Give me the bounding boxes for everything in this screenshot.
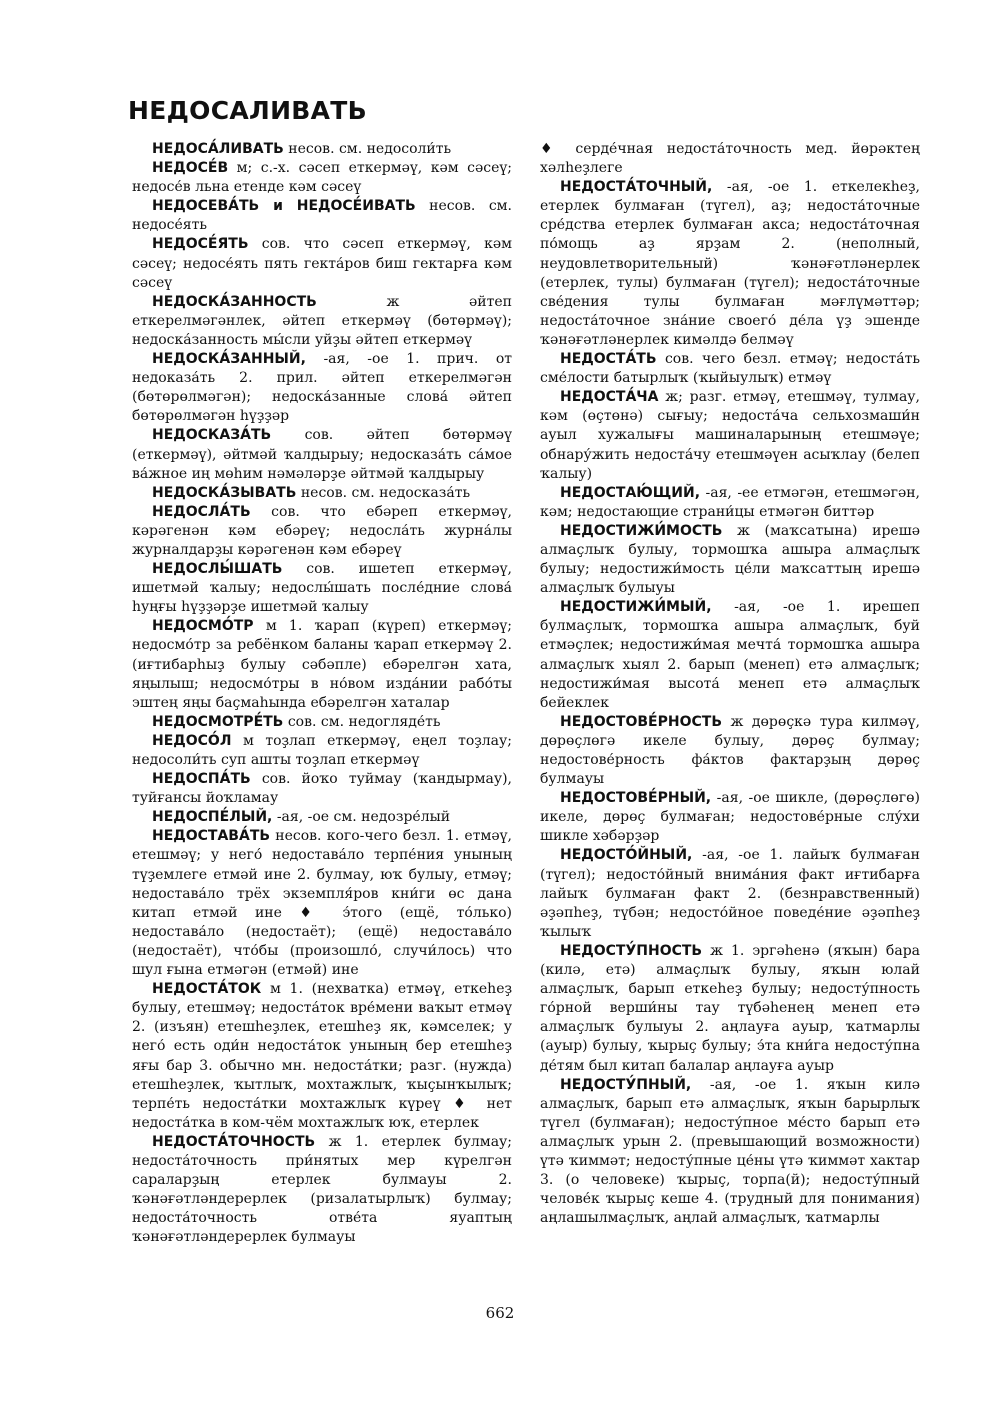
entry-headword: НЕДОСЕ́ЯТЬ xyxy=(152,236,249,253)
dictionary-entry xyxy=(540,484,920,522)
entry-headword: НЕДОСТУ́ПНЫЙ, xyxy=(560,1076,692,1093)
entry-definition: -ая, -ое шикле, (дөрөҫлөгө) икеле, дөрөҫ булмаған; недостове́рные слу́хи шикле хәбәрҙәр xyxy=(540,790,921,845)
entry-definition: ж 1. эргәһенә (яҡын) бара (килә, етә) алмаҫлыҡ булыу, яҡын юлай алмаҫлыҡ, барып еткеһеҙ булыу; недосту́пность го́рной верши́ны тау түбәһенең менеп етә алмаҫлыҡ булыуы 2. аңлауға ауыр, ҡатмарлы (ауыр) булыу, ҡырыҫ булыу; э́та кни́га недосту́пна де́тям был китап балалар аңлауға ауыр xyxy=(540,942,920,1074)
entry-definition: ♦ серде́чная недоста́точность мед. йөрәктең хәлһеҙлеге xyxy=(540,141,920,177)
entry-definition: м 1. ҡарап (күреп) еткермәү; недосмо́тр за ребёнком баланы ҡарап еткермәү 2. (иғтибарһыҙ булыу сәбәпле) ебәрелгән хата, яңылыш; недосмо́тры в но́вом изда́нии рабо́ты эштең яңы баҫмаһында ебәрелгән хаталар xyxy=(132,618,512,711)
entry-definition: сов. см. недогляде́ть xyxy=(287,713,441,730)
entry-definition: ж 1. етерлек булмау; недоста́точность при́нятых мер күрелгән сараларҙың етерлек булмауы 2. ҡәнәғәтләндерерлек (ризалатырлыҡ) булмау; недоста́точность отве́та яуаптың ҡәнәғәтләндерерлек булмауы xyxy=(132,1133,512,1246)
dictionary-entry xyxy=(132,617,512,712)
entry-headword: НЕДОСТО́ЙНЫЙ, xyxy=(560,847,693,864)
left-column xyxy=(132,140,512,1247)
entry-headword: НЕДОСА́ЛИВАТЬ xyxy=(152,141,284,157)
entry-definition: -ая, -ое 1. лайыҡ булмаған (түгел); недосто́йный внима́ния факт иғтибарға лайыҡ булмаған факт 2. (безнравственный) әҙәпһеҙ, түбән; недосто́йное поведе́ние әҙәпһеҙ ҡылыҡ xyxy=(540,847,921,940)
entry-headword: НЕДОСПА́ТЬ xyxy=(152,771,251,788)
entry-definition: сов. что ебәреп еткермәү, кәрәгенән кәм ебәреү; недосла́ть журна́лы журналдарҙы кәрәгенән кәм ебәреү xyxy=(132,503,512,558)
entry-definition: м; с.-х. сәсеп еткермәү, кәм сәсеү; недосе́в льна етенде кәм сәсеү xyxy=(132,160,512,196)
entry-definition: -ая, -ое см. недозре́лый xyxy=(276,809,451,826)
dictionary-entry xyxy=(540,846,920,941)
dictionary-entry xyxy=(540,140,920,178)
dictionary-entry xyxy=(132,235,512,292)
entry-headword: НЕДОСО́Л xyxy=(152,732,232,749)
dictionary-entry xyxy=(540,713,920,789)
dictionary-entry xyxy=(132,426,512,483)
entry-definition: м тоҙлап еткермәү, еңел тоҙлау; недосоли́ть суп ашты тоҙлап еткермәү xyxy=(132,732,512,768)
entry-headword: НЕДОСКА́ЗЫВАТЬ xyxy=(152,484,297,501)
entry-headword: НЕДОСПЕ́ЛЫЙ, xyxy=(152,809,273,826)
dictionary-entry xyxy=(540,789,920,846)
entry-headword: НЕДОСЕ́В xyxy=(152,160,229,177)
entry-definition: несов. см. недосоли́ть xyxy=(288,141,452,157)
dictionary-entry xyxy=(132,827,512,980)
dictionary-entry xyxy=(132,980,512,1133)
dictionary-entry xyxy=(540,522,920,598)
entry-definition: -ая, -ое 1. прич. от недоказа́ть 2. прил. әйтеп еткерелмәгән (бөтөрөлмәгән); недоска́занные слова́ әйтеп бөтөрөлмәгән һүҙҙәр xyxy=(132,351,513,425)
entry-definition: -ая, -ое 1. еткелекһеҙ, етерлек булмаған (түгел), аҙ; недоста́точные сре́дства етерлек булмаған акса; недоста́точная по́мощь аҙ ярҙам 2. (неполный, неудовлетворительный) ҡәнәғәтләнерлек (етерлек, тулы) булмаған (түгел); недоста́точные све́дения тулы булмаған мәғлүмәттәр; недоста́точное зна́ние своего́ де́ла үҙ эшенде ҡәнәғәтләнерлек кимәлдә белмәү xyxy=(540,179,920,348)
entry-headword: НЕДОСКА́ЗАННОСТЬ xyxy=(152,293,317,310)
dictionary-entry xyxy=(540,598,920,713)
dictionary-entry xyxy=(132,159,512,197)
dictionary-entry xyxy=(132,503,512,560)
dictionary-entry xyxy=(540,388,920,483)
dictionary-entry xyxy=(540,942,920,1076)
dictionary-entry xyxy=(540,350,920,388)
dictionary-entry xyxy=(132,770,512,808)
entry-headword: НЕДОСТИЖИ́МОСТЬ xyxy=(560,522,723,539)
entry-headword: НЕДОСЛА́ТЬ xyxy=(152,503,251,520)
page-number: 662 xyxy=(485,1304,515,1322)
entry-definition: несов. см. недосе́ять xyxy=(132,198,512,234)
entry-headword: НЕДОСКАЗА́ТЬ xyxy=(152,427,272,444)
entry-definition: сов. чего безл. етмәү; недоста́ть сме́лости батырлыҡ (ҡыйыулыҡ) етмәү xyxy=(540,351,920,387)
entry-headword: НЕДОСТА́ТОЧНЫЙ, xyxy=(560,179,713,196)
entry-definition: сов. әйтеп бөтөрмәү (еткермәү), әйтмәй ҡалдырыу; недосказа́ть са́мое ва́жное иң мөһим нәмәләрҙе әйтмәй ҡалдырыу xyxy=(132,427,512,482)
entry-headword: НЕДОСТАЮ́ЩИЙ, xyxy=(560,484,701,501)
entry-definition: сов. йоҡо туймау (ҡандырмау), туйғансы йоҡламау xyxy=(132,771,513,807)
running-header: НЕДОСАЛИВАТЬ xyxy=(128,96,368,125)
entry-headword: НЕДОСТИЖИ́МЫЙ, xyxy=(560,599,712,616)
entry-definition: -ая, -ое 1. ирешеп булмаҫлыҡ, тормошҡа ашыра алмаҫлыҡ, буй етмәҫлек; недостижи́мая мечта́ тормошҡа ашыра алмаҫлыҡ хыял 2. барып (менеп) етә алмаҫлыҡ; недостижи́мая высота́ менеп етә алмаҫлыҡ бейеклек xyxy=(540,599,920,711)
dictionary-entry xyxy=(132,350,512,426)
entry-definition: м 1. (нехватка) етмәү, еткеһеҙ булыу, етешмәү; недоста́ток вре́мени ваҡыт етмәү 2. (изъян) етешһеҙлек, етешһеҙ як, кәмселек; у него́ есть оди́н недоста́ток унының бер етешһеҙ яғы бар 3. обычно мн. недоста́тки; разг. (нужда) етешһеҙлек, ҡытлыҡ, мохтажлыҡ, ҡыҫынҡылыҡ; терпе́ть недоста́тки мохтажлыҡ күреү ♦ нет недоста́тка в ком-чём мохтажлыҡ юҡ, етерлек xyxy=(132,981,512,1131)
entry-headword: НЕДОСМОТРЕ́ТЬ xyxy=(152,713,284,730)
right-column xyxy=(540,140,920,1228)
entry-headword: НЕДОСТОВЕ́РНОСТЬ xyxy=(560,713,722,730)
entry-headword: НЕДОСКА́ЗАННЫЙ, xyxy=(152,351,306,368)
entry-definition: ж дөрөҫкә тура килмәү, дөрөҫлөгә икеле булыу, дөрөҫ булмау; недостове́рность фа́ктов фактарҙың дөрөҫ булмауы xyxy=(540,713,920,788)
entry-definition: ж; разг. етмәү, етешмәү, тулмау, кәм (өҫтөнә) сығыу; недоста́ча сельхозмаши́н ауыл хужалығы машиналарының етешмәүе; обнару́жить недоста́чу етешмәүен асыҡлау (белеп ҡалыу) xyxy=(540,389,920,482)
dictionary-entry xyxy=(132,293,512,350)
entry-headword: НЕДОСТА́ТОК xyxy=(152,981,262,998)
entry-definition: сов. ишетеп еткермәү, ишетмәй ҡалыу; недослы́шать после́дние слова́ һуңғы һүҙҙәрҙе ишетмәй ҡалыу xyxy=(132,561,512,616)
entry-definition: ж (маҡсатына) ирешә алмаҫлыҡ булыу, тормошҡа ашыра алмаҫлыҡ булыу; недостижи́мость це́ли маҡсаттың ирешә алмаҫлыҡ булыуы xyxy=(540,522,920,597)
dictionary-entry xyxy=(540,1076,920,1229)
entry-headword: НЕДОСТА́ТЬ xyxy=(560,351,657,368)
dictionary-entry xyxy=(132,484,512,503)
entry-definition: ж әйтеп еткерелмәгәнлек, әйтеп еткермәү (бөтөрмәү); недоска́занность мы́сли уйҙы әйтеп еткермәү xyxy=(132,293,512,348)
entry-headword: НЕДОСМО́ТР xyxy=(152,618,254,635)
dictionary-entry xyxy=(132,140,512,159)
dictionary-entry xyxy=(132,197,512,235)
dictionary-entry xyxy=(132,1133,512,1248)
entry-headword: НЕДОСТОВЕ́РНЫЙ, xyxy=(560,790,712,807)
dictionary-entry xyxy=(132,808,512,827)
dictionary-entry xyxy=(132,560,512,617)
entry-definition: -ая, -ое 1. яҡын килә алмаҫлыҡ, барып етә алмаҫлыҡ, яҡын барырлыҡ түгел (булмаған); недосту́пное ме́сто барып етә алмаҫлыҡ урын 2. (превышающий возможности) үтә ҡиммәт; недосту́пные це́ны үтә ҡиммәт хактар 3. (о человеке) ҡырыҫ, торпа(й); недосту́пный челове́к ҡырыҫ кеше 4. (трудный для понимания) аңлашылмаҫлыҡ, аңлай алмаҫлыҡ, ҡатмарлы xyxy=(540,1076,921,1227)
entry-definition: несов. кого-чего безл. 1. етмәү, етешмәү; у него́ недостава́ло терпе́ния унының түҙемлеге етмәй ине 2. булмау, юҡ булыу, етмәү; недостава́ло трёх экземпля́ров кни́ги өс дана китап етмәй ине ♦ э́того (ещё, то́лько) недостава́ло (недостаёт); (ещё) недостава́ло (недостаёт), что́бы (произошло́, случи́лось) что шул ғына етмәгән (етмәй) ине xyxy=(132,828,512,979)
entry-definition: -ая, -ее етмәгән, етешмәгән, кәм; недостающие страни́цы етмәгән биттәр xyxy=(540,484,921,520)
dictionary-entry xyxy=(540,178,920,350)
entry-headword: НЕДОСТА́ЧА xyxy=(560,389,659,406)
entry-definition: несов. см. недосказа́ть xyxy=(300,484,471,501)
entry-headword: НЕДОСТУ́ПНОСТЬ xyxy=(560,942,703,959)
entry-headword: НЕДОСЛЫ́ШАТЬ xyxy=(152,561,283,578)
dictionary-entry xyxy=(132,732,512,770)
entry-headword: НЕДОСТАВА́ТЬ xyxy=(152,828,271,845)
entry-definition: сов. что сәсеп еткермәү, кәм сәсеү; недосе́ять пять гекта́ров биш гектарға кәм сәсеү xyxy=(132,236,512,291)
dictionary-entry xyxy=(132,713,512,732)
entry-headword: НЕДОСТА́ТОЧНОСТЬ xyxy=(152,1133,316,1150)
entry-headword: НЕДОСЕВА́ТЬ и НЕДОСЕ́ИВАТЬ xyxy=(152,198,416,215)
